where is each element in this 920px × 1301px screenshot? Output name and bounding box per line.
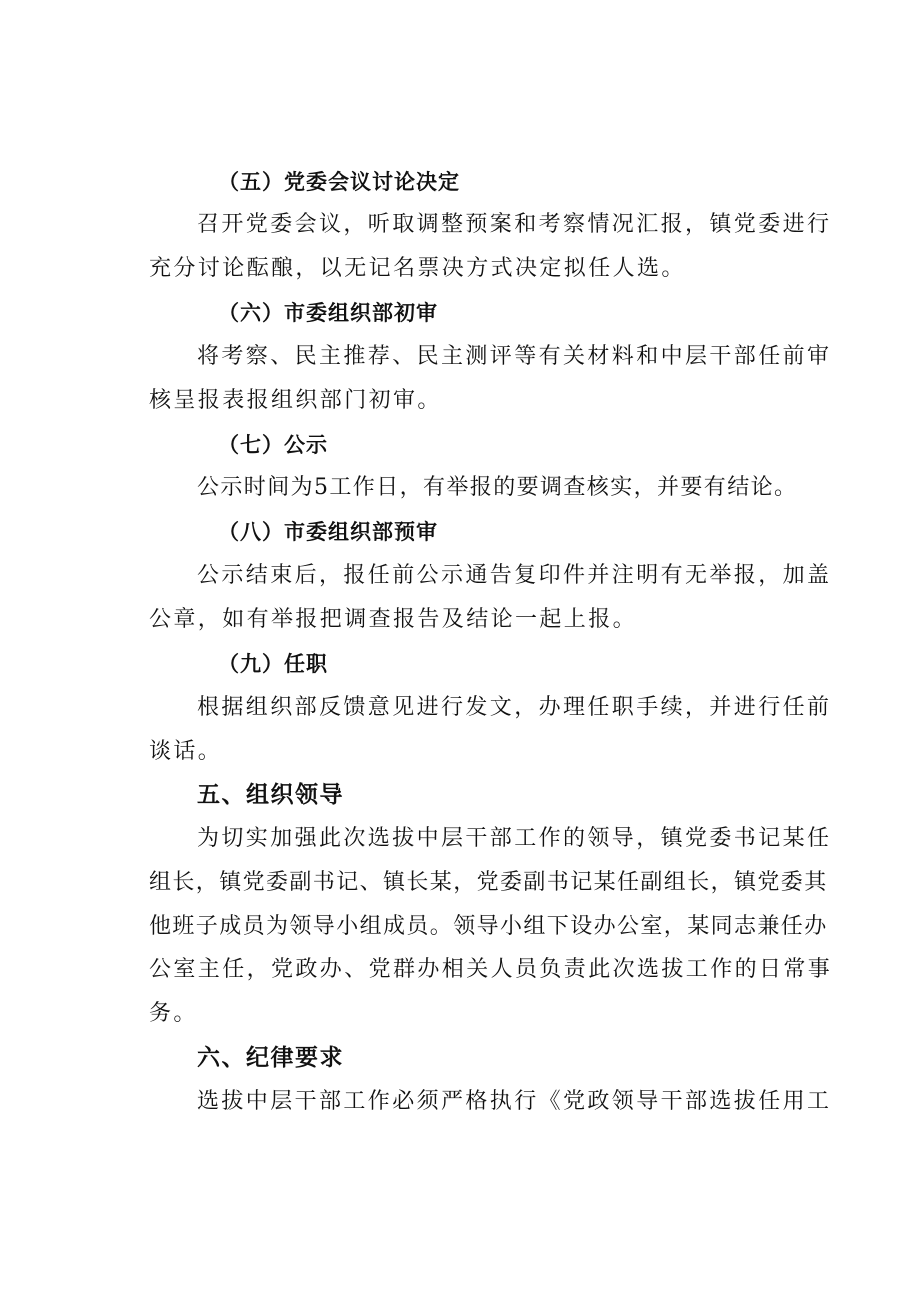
paragraph-line: 公章，如有举报把调查报告及结论一起上报。	[149, 607, 638, 632]
section-heading-discipline: 六、纪律要求	[197, 1045, 344, 1071]
paragraph-line: 召开党委会议，听取调整预案和考察情况汇报，镇党委进行	[197, 212, 832, 237]
paragraph-line: 核呈报表报组织部门初审。	[149, 388, 442, 413]
subheading-pre-review: （八）市委组织部预审	[218, 520, 438, 544]
paragraph-line: 谈话。	[149, 739, 223, 764]
subheading-initial-review: （六）市委组织部初审	[218, 301, 438, 325]
paragraph-line: 将考察、民主推荐、民主测评等有关材料和中层干部任前审	[197, 344, 832, 369]
paragraph-line: 选拔中层干部工作必须严格执行《党政领导干部选拔任用工	[197, 1089, 832, 1114]
paragraph-line: 充分讨论酝酿，以无记名票决方式决定拟任人选。	[149, 256, 686, 281]
paragraph-line: 公室主任，党政办、党群办相关人员负责此次选拔工作的日常事	[149, 957, 833, 982]
paragraph-line: 他班子成员为领导小组成员。领导小组下设办公室，某同志兼任办	[149, 914, 828, 939]
subheading-appointment: （九）任职	[218, 652, 328, 676]
paragraph-line: 公示结束后，报任前公示通告复印件并注明有无举报，加盖	[197, 563, 832, 588]
paragraph-line: 为切实加强此次选拔中层干部工作的领导，镇党委书记某任	[197, 826, 832, 851]
paragraph-line: 务。	[149, 1001, 198, 1026]
subheading-publicity: （七）公示	[218, 433, 328, 457]
subheading-party-committee-decision: （五）党委会议讨论决定	[218, 170, 460, 194]
paragraph-line: 公示时间为5工作日，有举报的要调查核实，并要有结论。	[197, 475, 798, 500]
paragraph-line: 根据组织部反馈意见进行发文，办理任职手续，并进行任前	[197, 695, 832, 720]
paragraph-line: 组长，镇党委副书记、镇长某，党委副书记某任副组长，镇党委其	[149, 870, 828, 895]
section-heading-leadership: 五、组织领导	[197, 782, 344, 808]
